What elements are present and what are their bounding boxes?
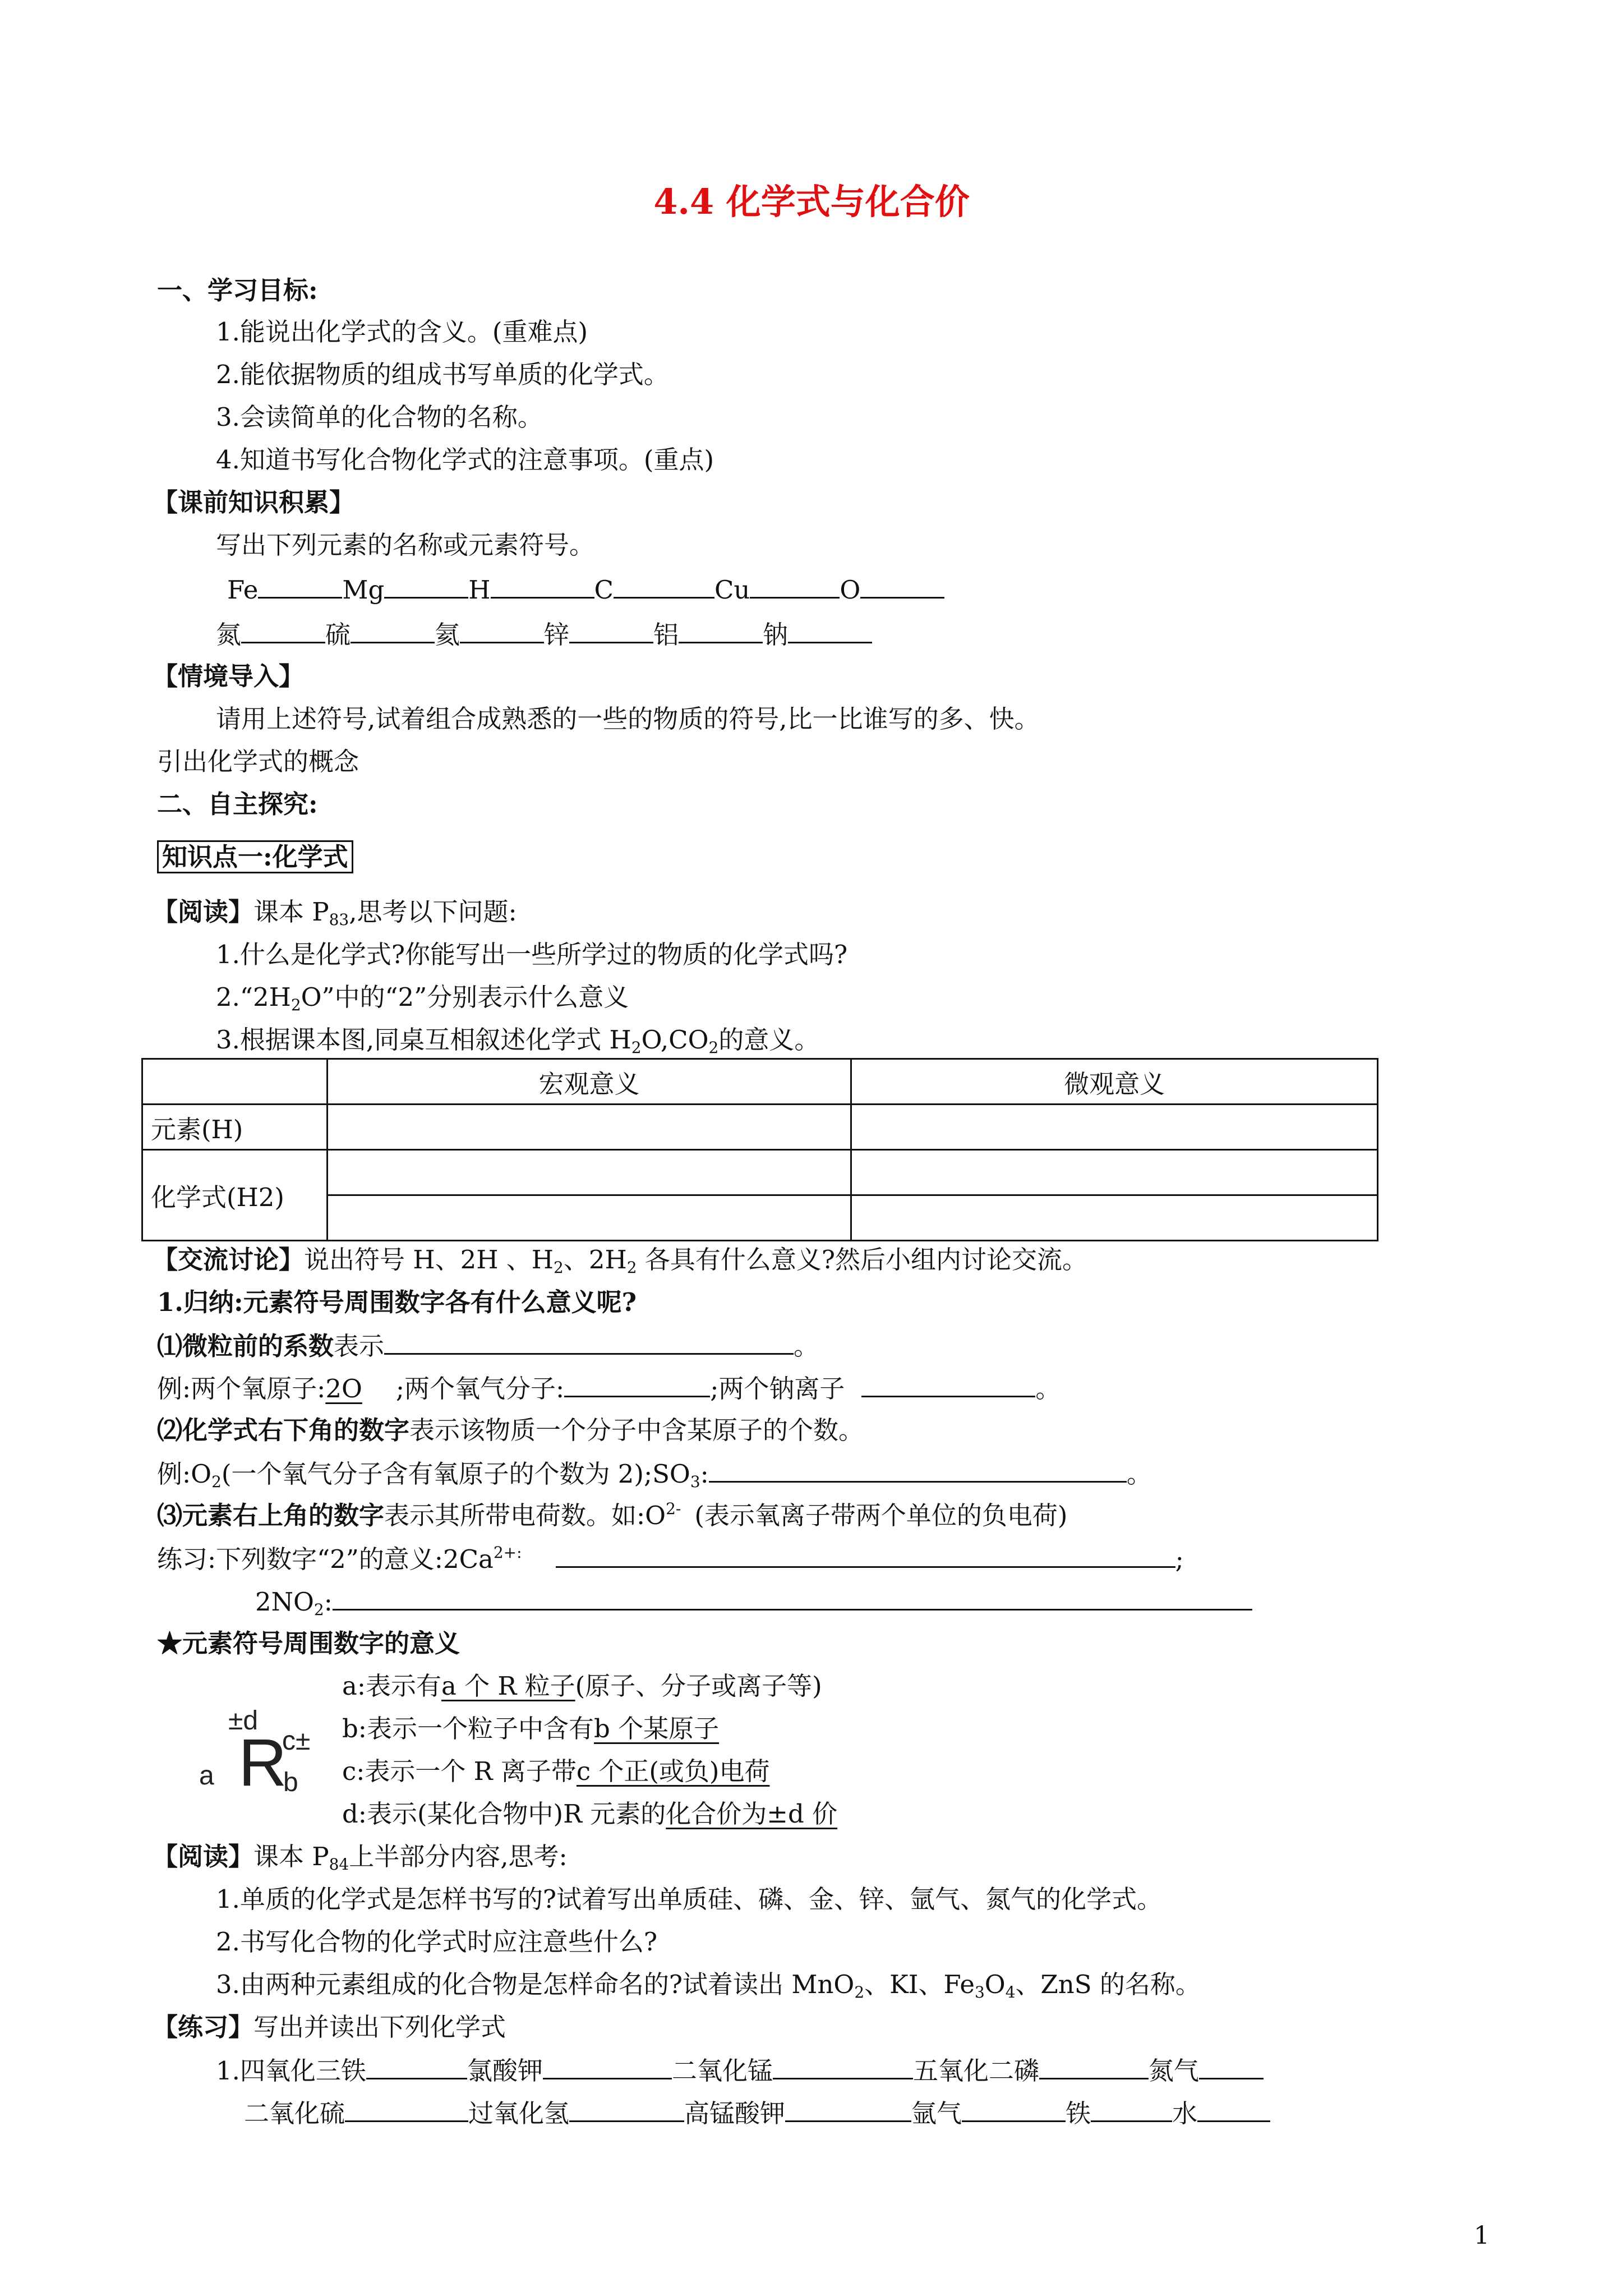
table-header: 微观意义 — [851, 1059, 1378, 1105]
goal-item: 3.会读简单的化合物的名称。 — [216, 402, 543, 432]
compound-name: 二氧化硫 — [244, 2099, 345, 2128]
compound-name: 铁 — [1066, 2099, 1091, 2128]
notation-coefficient: a — [199, 1761, 214, 1791]
answer-cell[interactable] — [327, 1105, 851, 1150]
scene-heading: 【情境导入】 — [153, 661, 305, 691]
page-subscript: 83 — [329, 910, 349, 929]
read-tag: 【阅读】 — [153, 897, 254, 927]
star-heading: ★元素符号周围数字的意义 — [157, 1628, 460, 1658]
compound-name: 1.四氧化三铁 — [216, 2056, 366, 2086]
answer-blank[interactable] — [1039, 2053, 1149, 2079]
answer-blank[interactable] — [556, 1542, 1175, 1568]
question-text: 、ZnS 的名称。 — [1015, 1970, 1201, 1999]
answer-blank[interactable] — [569, 2096, 684, 2122]
explanation-underlined: 化合价为±d 价 — [666, 1799, 838, 1829]
scene-text: 引出化学式的概念 — [157, 747, 359, 776]
question-item: 3.根据课本图,同桌互相叙述化学式 $H_2O,CO_2$的意义。 — [216, 1025, 820, 1057]
question-text: 、KI、Fe — [864, 1970, 975, 1999]
example-text: 例:两个氧原子: — [157, 1374, 326, 1404]
page-number: 1 — [1474, 2221, 1490, 2250]
summary-point: ⑴微粒前的系数表示 。 — [157, 1328, 819, 1363]
notation-explanation — [342, 1712, 719, 1746]
question-text: 3.由两种元素组成的化合物是怎样命名的?试着读出 MnO — [216, 1970, 855, 1999]
answer-blank[interactable] — [1199, 2053, 1264, 2079]
answer-blank[interactable] — [788, 617, 872, 643]
question-item: 1.单质的化学式是怎样书写的?试着写出单质硅、磷、金、锌、氩气、氮气的化学式。 — [216, 1884, 1163, 1914]
practice-heading — [153, 2010, 506, 2044]
answer-blank[interactable] — [384, 572, 468, 599]
compound-name: 五氧化二磷 — [912, 2056, 1039, 2086]
example-text: 例:O — [157, 1459, 212, 1489]
explanation-text: d:表示(某化合物中)R 元素的 — [342, 1799, 666, 1829]
notation-explanation — [342, 1669, 822, 1703]
element-symbol-row — [227, 572, 944, 607]
practice-line: $2NO_2$: — [255, 1584, 1252, 1619]
element-symbol: Cu — [714, 575, 750, 605]
question-text: O”中的“2”分别表示什么意义 — [301, 982, 629, 1012]
read-text: 课本 P — [253, 1842, 329, 1871]
question-text: O — [984, 1970, 1006, 1999]
read-tag: 【阅读】 — [153, 1842, 254, 1871]
notation-charge: c± — [282, 1726, 311, 1756]
read-line — [153, 895, 517, 929]
example-answer: 2O — [325, 1374, 362, 1404]
example-line: 例:两个氧原子:2O ;两个氧气分子: ;两个钠离子 。 — [157, 1371, 1061, 1406]
answer-blank[interactable] — [564, 1371, 710, 1397]
practice-row — [216, 2053, 1264, 2088]
answer-blank[interactable] — [709, 1456, 1127, 1483]
explanation-text: a:表示有 — [342, 1671, 441, 1701]
meaning-table — [141, 1058, 1378, 1241]
answer-blank[interactable] — [366, 2053, 467, 2079]
answer-cell[interactable] — [851, 1150, 1378, 1195]
discussion-line: 【交流讨论】说出符号 H、2H 、$H_2$、$2H_2$ 各具有什么意义?然后小组内讨论交流。 — [153, 1245, 1087, 1277]
element-symbol: H — [468, 575, 491, 605]
explanation-underlined: a 个 R 粒子 — [441, 1671, 575, 1701]
answer-blank[interactable] — [333, 1584, 1252, 1611]
scene-text: 请用上述符号,试着组合成熟悉的一些的物质的符号,比一比谁写的多、快。 — [216, 704, 1040, 734]
question-item: 3.由两种元素组成的化合物是怎样命名的?试着读出 MnO$_2$、KI、$Fe_3O_4$、ZnS 的名称。 — [216, 1970, 1201, 2001]
summary-heading: 1.归纳:元素符号周围数字各有什么意义呢? — [157, 1287, 637, 1317]
question-text: 2.“2H — [216, 982, 291, 1012]
example-text: ;两个钠离子 — [710, 1374, 845, 1404]
knowledge-point-label: 知识点一:化学式 — [157, 840, 353, 873]
example-line: 例$:O_2$(一个氧气分子含有氧原子的个数为 $2);SO_3$: 。 — [157, 1456, 1152, 1491]
summary-text: (表示氧离子带两个单位的负电荷) — [694, 1501, 1068, 1530]
answer-blank[interactable] — [614, 572, 714, 599]
answer-blank[interactable] — [750, 572, 840, 599]
section-heading-goals: 一、学习目标: — [157, 275, 318, 305]
practice-text: 练习:下列数字“2”的意义:2Ca — [157, 1544, 494, 1574]
explanation-text: (原子、分子或离子等) — [575, 1671, 822, 1701]
element-name: 钠 — [763, 620, 789, 650]
compound-name: 氩气 — [911, 2099, 962, 2128]
answer-blank[interactable] — [860, 572, 944, 599]
read-text: 上半部分内容,思考: — [349, 1842, 568, 1871]
discussion-tag: 【交流讨论】 — [153, 1245, 305, 1274]
explanation-text: b:表示一个粒子中含有 — [342, 1714, 594, 1743]
notation-valence: ±d — [228, 1706, 259, 1736]
answer-blank[interactable] — [258, 572, 342, 599]
answer-cell[interactable] — [327, 1150, 851, 1195]
element-name: 硫 — [325, 620, 351, 650]
element-name-row — [216, 617, 872, 652]
document-title: 4.4 化学式与化合价 — [653, 181, 970, 222]
answer-blank[interactable] — [1091, 2096, 1172, 2122]
goal-item: 2.能依据物质的组成书写单质的化学式。 — [216, 360, 669, 389]
practice-text: 写出并读出下列化学式 — [253, 2012, 506, 2042]
charge-superscript: 2- — [666, 1499, 681, 1518]
answer-blank[interactable] — [785, 2096, 911, 2122]
practice-line: 练习:下列数字“2”的意义$:2Ca^{2+:}$ ; — [157, 1542, 1184, 1576]
example-text: ;两个氧气分子: — [395, 1374, 565, 1404]
answer-blank[interactable] — [384, 1328, 794, 1355]
table-header — [142, 1059, 328, 1105]
example-text: (一个氧气分子含有氧原子的个数为 2);SO — [221, 1459, 690, 1489]
read-line — [153, 1840, 568, 1874]
practice-row — [244, 2096, 1270, 2131]
summary-bold: ⑵化学式右下角的数字 — [157, 1415, 410, 1445]
charge-superscript: 2+: — [493, 1543, 522, 1562]
practice-text: : — [324, 1587, 333, 1617]
read-text: ,思考以下问题: — [349, 897, 517, 927]
compound-name: 二氧化锰 — [671, 2056, 773, 2086]
question-item: 2.书写化合物的化学式时应注意些什么? — [216, 1927, 658, 1957]
question-text: O,CO — [641, 1025, 709, 1055]
element-name: 铝 — [653, 620, 679, 650]
summary-point — [157, 1414, 864, 1447]
question-item: $2.“2H_2O$”中的“2”分别表示什么意义 — [216, 982, 629, 1014]
answer-blank[interactable] — [962, 2096, 1066, 2122]
knowledge-point-box — [157, 840, 353, 874]
question-item: 1.什么是化学式?你能写出一些所学过的物质的化学式吗? — [216, 940, 848, 969]
notation-element: R — [238, 1725, 287, 1800]
page-subscript: 84 — [329, 1855, 349, 1874]
discussion-text: 各具有什么意义?然后小组内讨论交流。 — [637, 1245, 1087, 1274]
discussion-text: 说出符号 H、2H 、H — [304, 1245, 554, 1274]
prior-knowledge-heading: 【课前知识积累】 — [153, 487, 355, 517]
compound-name: 过氧化氢 — [468, 2099, 570, 2128]
answer-blank[interactable] — [491, 572, 594, 599]
table-header: 宏观意义 — [327, 1059, 851, 1105]
element-symbol: Mg — [342, 575, 385, 605]
goal-item: 4.知道书写化合物化学式的注意事项。(重点) — [216, 445, 714, 475]
row-label: 元素(H) — [142, 1105, 328, 1150]
section-heading-explore: 二、自主探究: — [157, 789, 318, 819]
notation-explanation — [342, 1755, 769, 1788]
explanation-text: c:表示一个 R 离子带 — [342, 1756, 577, 1786]
answer-cell[interactable] — [327, 1195, 851, 1241]
read-text: 课本 P — [253, 897, 329, 927]
answer-cell[interactable] — [851, 1195, 1378, 1241]
summary-bold: ⑶元素右上角的数字 — [157, 1501, 385, 1530]
compound-name: 水 — [1172, 2099, 1198, 2128]
summary-point — [157, 1499, 1067, 1533]
compound-name: 氮气 — [1148, 2056, 1199, 2086]
notation-subscript: b — [283, 1768, 298, 1797]
element-symbol: Fe — [227, 575, 259, 605]
element-name: 氮 — [216, 620, 242, 650]
answer-blank[interactable] — [861, 1371, 1035, 1397]
compound-name: 高锰酸钾 — [684, 2099, 786, 2128]
summary-text: 表示该物质一个分子中含某原子的个数。 — [409, 1415, 864, 1445]
answer-blank[interactable] — [569, 617, 653, 643]
notation-explanation — [342, 1797, 837, 1831]
question-text: 的意义。 — [718, 1025, 820, 1055]
example-text: : — [700, 1459, 709, 1489]
summary-bold: ⑴微粒前的系数 — [157, 1331, 334, 1361]
element-symbol: C — [594, 575, 614, 605]
practice-text: 2NO — [255, 1587, 314, 1617]
summary-text: 表示 — [334, 1331, 385, 1361]
practice-tag: 【练习】 — [153, 2012, 254, 2042]
answer-blank[interactable] — [1197, 2096, 1270, 2122]
answer-blank[interactable] — [460, 617, 544, 643]
answer-cell[interactable] — [851, 1105, 1378, 1150]
answer-blank[interactable] — [345, 2096, 468, 2122]
answer-blank[interactable] — [679, 617, 763, 643]
explanation-underlined: b 个某原子 — [593, 1714, 720, 1743]
answer-blank[interactable] — [241, 617, 325, 643]
question-text: 3.根据课本图,同桌互相叙述化学式 H — [216, 1025, 631, 1055]
discussion-text: 、2H — [563, 1245, 627, 1274]
element-notation-diagram — [199, 1705, 317, 1812]
answer-blank[interactable] — [351, 617, 435, 643]
answer-blank[interactable] — [543, 2053, 672, 2079]
explanation-underlined: c 个正(或负)电荷 — [576, 1756, 770, 1786]
element-name: 锌 — [544, 620, 570, 650]
summary-text: 表示其所带电荷数。如:O — [384, 1501, 666, 1530]
element-symbol: O — [840, 575, 861, 605]
answer-blank[interactable] — [773, 2053, 913, 2079]
goal-item: 1.能说出化学式的含义。(重难点) — [216, 317, 588, 347]
compound-name: 氯酸钾 — [467, 2056, 543, 2086]
prior-knowledge-prompt: 写出下列元素的名称或元素符号。 — [216, 530, 595, 560]
element-name: 氦 — [435, 620, 460, 650]
row-label: 化学式(H2) — [142, 1150, 328, 1241]
